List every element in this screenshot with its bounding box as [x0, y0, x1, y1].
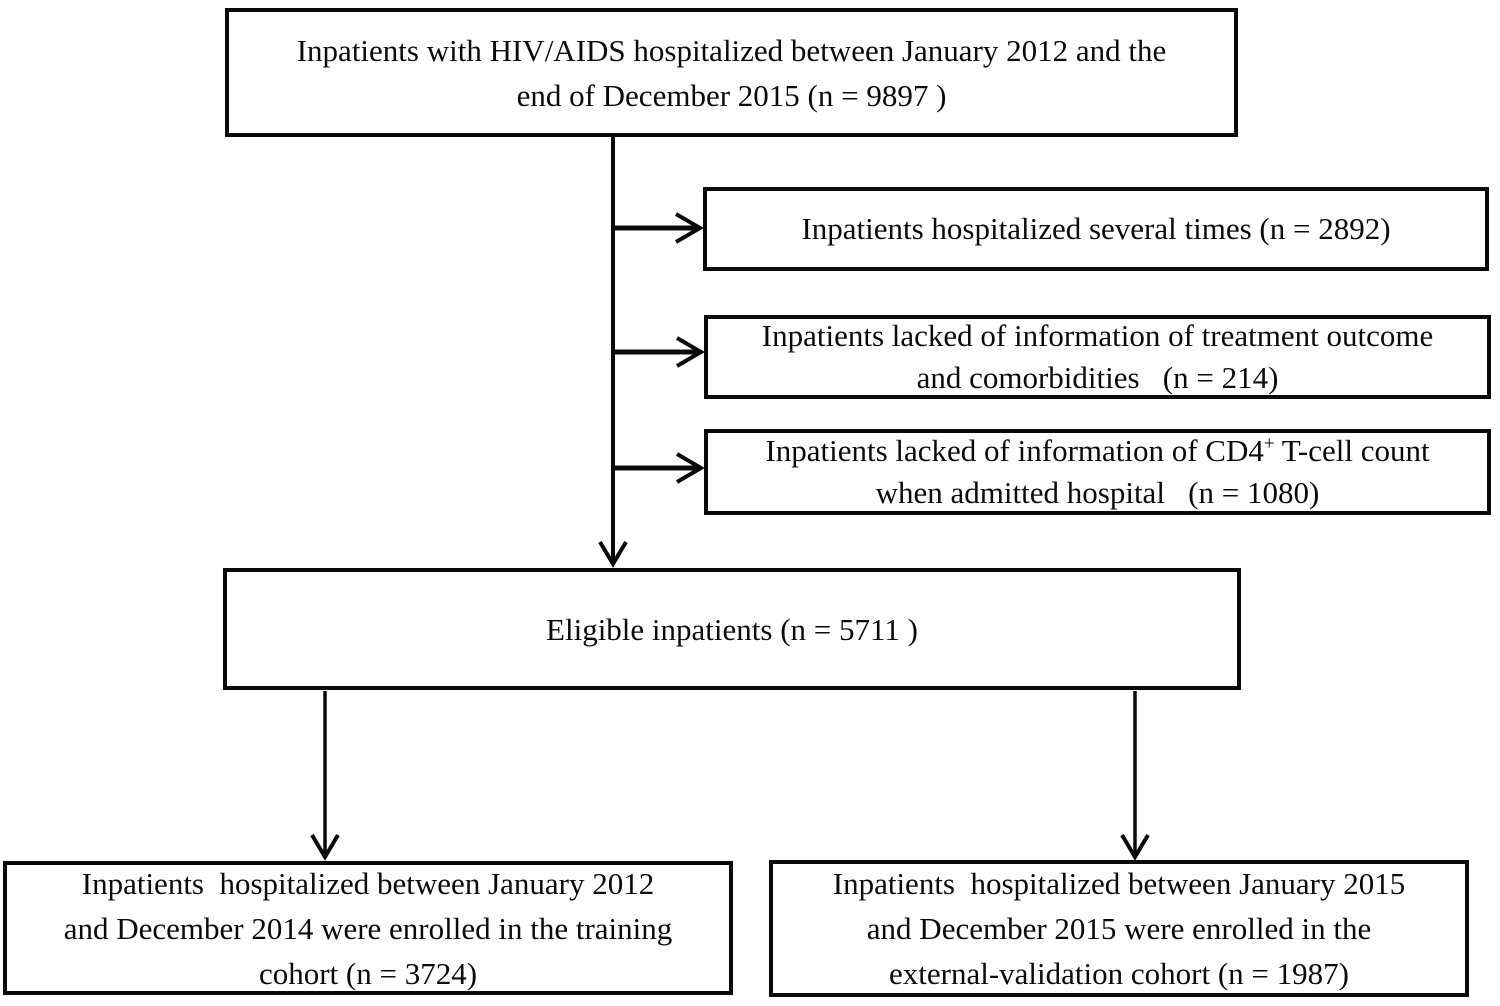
text-line: Eligible inpatients (n = 5711 ) [546, 611, 918, 647]
text-line: Inpatients hospitalized between January 2015 [832, 866, 1406, 901]
flow-box-excluded-missing-outcome [704, 315, 1491, 399]
text-line: external-validation cohort (n = 1987) [889, 956, 1349, 991]
arrow-eligible-to-training-head [312, 835, 338, 857]
arrow-eligible-to-validation-head [1122, 835, 1148, 857]
arrow-excluded-cd4-head [677, 454, 701, 482]
flow-box-external-validation-cohort [769, 860, 1469, 997]
text-line: Inpatients with HIV/AIDS hospitalized between January 2012 and the [296, 32, 1167, 68]
text-line: and December 2014 were enrolled in the training [63, 910, 673, 946]
text-segment: Inpatients lacked of information of CD4 [765, 433, 1264, 468]
superscript-plus: + [1263, 433, 1275, 455]
text-line: when admitted hospital (n = 1080) [875, 475, 1320, 510]
text-line: and December 2015 were enrolled in the [866, 911, 1372, 946]
flow-box-training-cohort [3, 861, 733, 995]
flow-box-eligible-inpatients [223, 568, 1241, 690]
text-line: Inpatients lacked of information of treatment outcome [761, 318, 1434, 353]
flow-box-source-population [225, 8, 1238, 137]
text-line: cohort (n = 3724) [258, 955, 478, 991]
text-line: Inpatients hospitalized several times (n = 2892) [801, 211, 1391, 246]
text-line: end of December 2015 (n = 9897 ) [516, 77, 947, 113]
arrow-source-to-eligible-head [600, 542, 626, 564]
arrow-excluded-repeat-head [676, 214, 700, 242]
text-line: Inpatients hospitalized between January 2012 [81, 865, 655, 901]
text-line [765, 430, 1429, 472]
flow-box-excluded-repeat-admissions [703, 187, 1489, 271]
arrow-excluded-outcome-head [677, 338, 701, 366]
text-line: and comorbidities (n = 214) [916, 360, 1279, 395]
text-segment: T-cell count [1274, 433, 1430, 468]
flow-box-excluded-missing-cd4 [704, 429, 1491, 515]
